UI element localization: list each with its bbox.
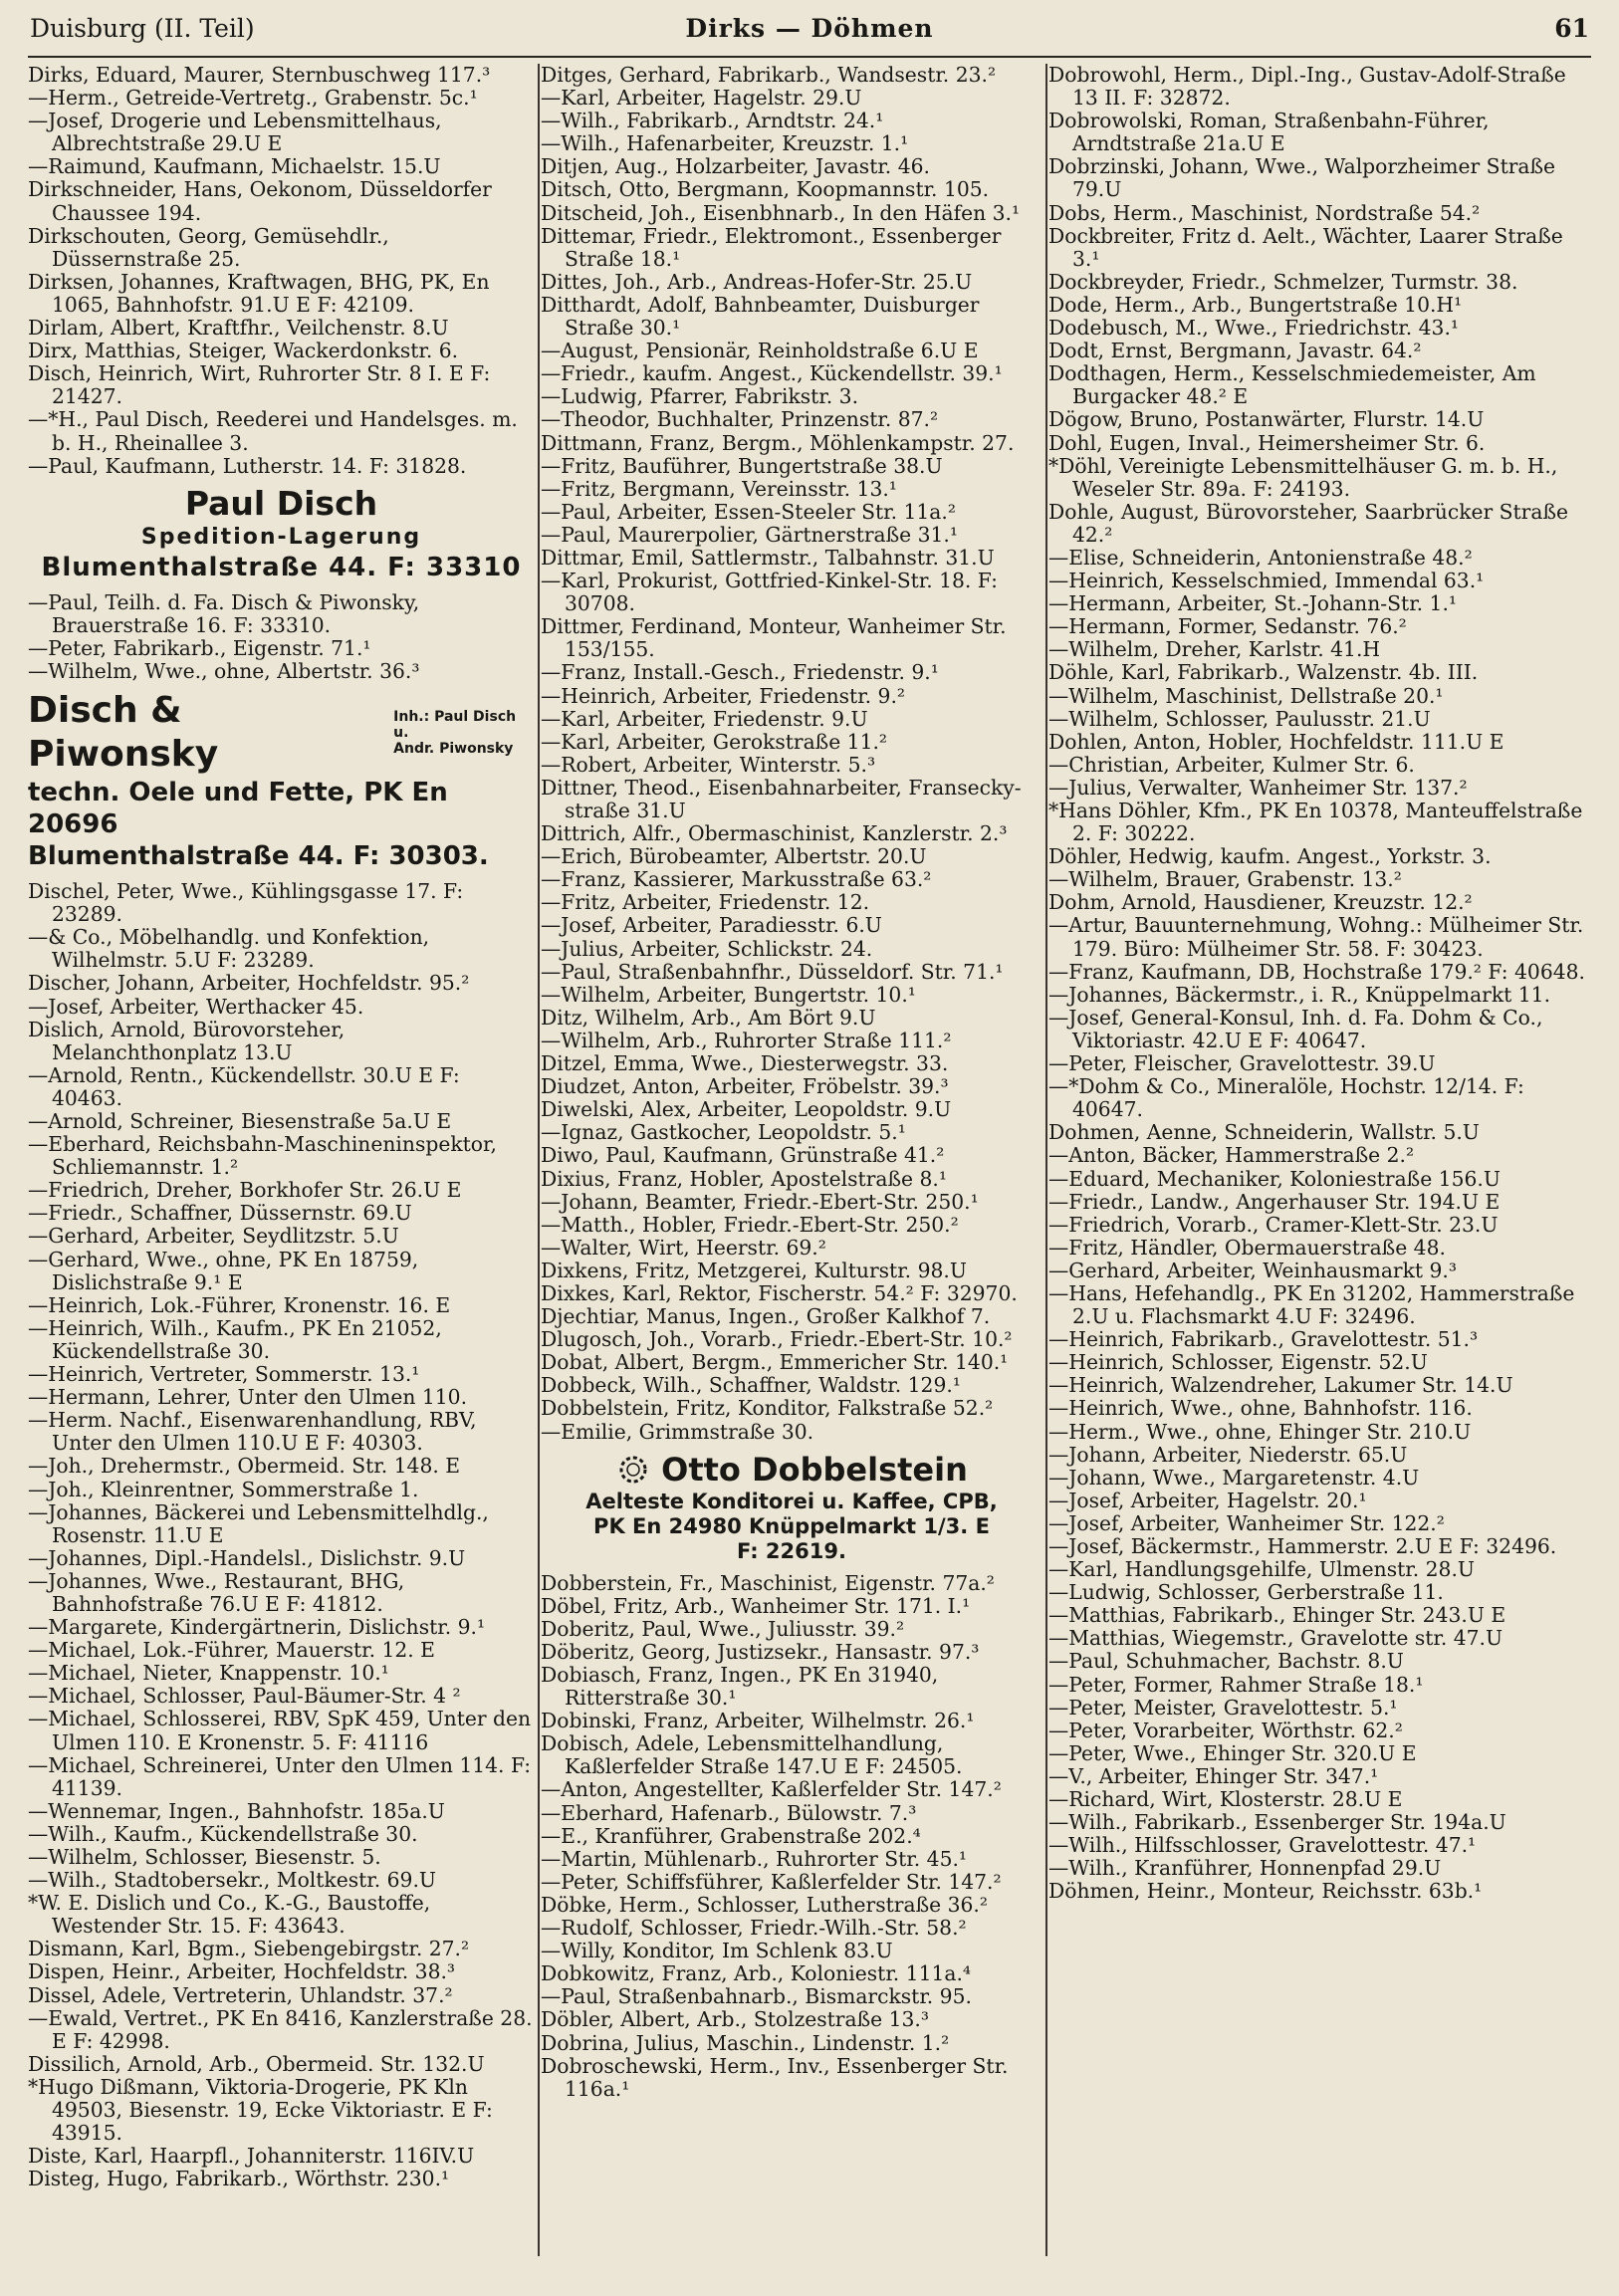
directory-entry: Dirkschneider, Hans, Oekonom, Düsseldorfer Chaussee 194. (28, 177, 492, 225)
directory-entry: Döhmen, Heinr., Monteur, Reichsstr. 63b.¹ (1048, 1879, 1483, 1904)
directory-entry: Dittmer, Ferdinand, Monteur, Wanheimer Str. 153/155. (541, 614, 1007, 662)
directory-entry: —Karl, Arbeiter, Gerokstraße 11.² (541, 729, 888, 754)
directory-entry: —Paul, Arbeiter, Essen-Steeler Str. 11a.² (541, 499, 956, 524)
directory-entry: —Wilhelm, Arb., Ruhrorter Straße 111.² (541, 1028, 952, 1052)
directory-entry: —Friedr., kaufm. Angest., Kückendellstr. 39.¹ (541, 361, 1003, 386)
directory-entry: Dobkowitz, Franz, Arb., Koloniestr. 111a.⁴ (541, 1961, 972, 1986)
ad-address: Blumenthalstraße 44. F: 33310 (41, 552, 522, 582)
directory-entry: —Wilhelm, Schlosser, Paulusstr. 21.U (1048, 706, 1431, 731)
directory-entry: Döbel, Fritz, Arb., Wanheimer Str. 171. I.¹ (541, 1593, 971, 1618)
directory-entry: —Hans, Hefehandlg., PK En 31202, Hammerstraße 2.U u. Flachsmarkt 4.U F: 32496. (1048, 1280, 1575, 1329)
directory-entry: —Elise, Schneiderin, Antonienstraße 48.² (1048, 545, 1473, 570)
directory-entry: —Christian, Arbeiter, Kulmer Str. 6. (1048, 752, 1415, 777)
directory-entry: Dittes, Joh., Arb., Andreas-Hofer-Str. 25.U (541, 269, 973, 294)
directory-entry: Dixius, Franz, Hobler, Apostelstraße 8.¹ (541, 1166, 947, 1191)
directory-entry: —Paul, Straßenbahnarb., Bismarckstr. 95. (541, 1984, 972, 2009)
directory-entry: —Artur, Bauunternehmung, Wohng.: Mülheimer Str. 179. Büro: Mülheimer Str. 58. F: 30423. (1048, 913, 1584, 961)
directory-entry: —Anton, Bäcker, Hammerstraße 2.² (1048, 1143, 1415, 1168)
directory-entry: —Fritz, Arbeiter, Friedenstr. 12. (541, 890, 870, 915)
directory-entry: —Karl, Arbeiter, Hagelstr. 29.U (541, 86, 862, 111)
directory-entry: —Paul, Straßenbahnfhr., Düsseldorf. Str. 71.¹ (541, 959, 1004, 984)
directory-entry: —Joh., Kleinrentner, Sommerstraße 1. (28, 1477, 419, 1501)
directory-entry: —Franz, Kaufmann, DB, Hochstraße 179.² F: 40648. (1048, 959, 1585, 984)
directory-entry: —Michael, Schreinerei, Unter den Ulmen 114. F: 41139. (28, 1752, 532, 1800)
directory-entry: —Heinrich, Wilh., Kaufm., PK En 21052, Kückendellstraße 30. (28, 1315, 442, 1363)
directory-entry: —Anton, Angestellter, Kaßlerfelder Str. 147.² (541, 1777, 1002, 1802)
directory-entry: —Johannes, Bäckermstr., i. R., Knüppelmarkt 11. (1048, 982, 1551, 1007)
directory-entry: —Johann, Arbeiter, Niederstr. 65.U (1048, 1442, 1408, 1467)
directory-entry: —Herm., Getreide-Vertretg., Grabenstr. 5c.¹ (28, 86, 478, 111)
directory-entry: Disteg, Hugo, Fabrikarb., Wörthstr. 230.¹ (28, 2167, 450, 2191)
directory-entry: —Johannes, Bäckerei und Lebensmittelhdlg., Rosenstr. 11.U E (28, 1499, 489, 1547)
directory-entry: —Heinrich, Lok.-Führer, Kronenstr. 16. E (28, 1292, 451, 1317)
directory-entry: Dodt, Ernst, Bergmann, Javastr. 64.² (1048, 339, 1422, 363)
directory-entry: —Hermann, Lehrer, Unter den Ulmen 110. (28, 1385, 468, 1410)
directory-entry: *Hans Döhler, Kfm., PK En 10378, Manteuffelstraße 2. F: 30222. (1048, 799, 1583, 846)
directory-entry: —Franz, Install.-Gesch., Friedenstr. 9.¹ (541, 660, 939, 685)
directory-entry: Dobbelstein, Fritz, Konditor, Falkstraße 52.² (541, 1396, 994, 1421)
ad-title: Otto Dobbelstein (661, 1450, 968, 1489)
directory-entry: —Willy, Konditor, Im Schlenk 83.U (541, 1939, 893, 1963)
ad-owner-line: Inh.: Paul Disch u. (393, 709, 517, 742)
directory-entry: —Friedrich, Vorarb., Cramer-Klett-Str. 23.U (1048, 1212, 1499, 1237)
directory-entry: Dirkschouten, Georg, Gemüsehdlr., Düssernstraße 25. (28, 223, 389, 271)
directory-entry: Dittmar, Emil, Sattlermstr., Talbahnstr. 31.U (541, 545, 995, 570)
directory-entry: Dischel, Peter, Wwe., Kühlingsgasse 17. F: 23289. (28, 879, 464, 927)
directory-entry: Dohm, Arnold, Hausdiener, Kreuzstr. 12.² (1048, 890, 1473, 915)
directory-entry: —Josef, Arbeiter, Wanheimer Str. 122.² (1048, 1510, 1445, 1535)
directory-entry: Ditz, Wilhelm, Arb., Am Bört 9.U (541, 1005, 876, 1030)
directory-entry: Dobiasch, Franz, Ingen., PK En 31940, Ritterstraße 30.¹ (541, 1663, 939, 1711)
ad-paul-disch (28, 484, 535, 583)
directory-entry: Dobrzinski, Johann, Wwe., Walporzheimer Straße 79.U (1048, 154, 1556, 202)
directory-entry: —Wilhelm, Maschinist, Dellstraße 20.¹ (1048, 683, 1444, 708)
ad-title: Disch & Piwonsky (28, 690, 219, 776)
directory-entry: —Matthias, Wiegemstr., Gravelotte str. 47.U (1048, 1626, 1503, 1651)
directory-entry: Dodthagen, Herm., Kesselschmiedemeister, Am Burgacker 48.² E (1048, 361, 1536, 409)
directory-entry: —Heinrich, Kesselschmied, Immendal 63.¹ (1048, 569, 1485, 593)
directory-entry: Ditscheid, Joh., Eisenbhnarb., In den Häfen 3.¹ (541, 200, 1021, 225)
directory-entry: —Paul, Teilh. d. Fa. Disch & Piwonsky, Brauerstraße 16. F: 33310. (28, 589, 420, 637)
directory-entry: Dirx, Matthias, Steiger, Wackerdonkstr. 6. (28, 339, 459, 363)
directory-entry: —Arnold, Schreiner, Biesenstraße 5a.U E (28, 1109, 452, 1133)
directory-entry: —Peter, Schiffsführer, Kaßlerfelder Str. 147.² (541, 1869, 1002, 1894)
directory-entry: —Wilhelm, Brauer, Grabenstr. 13.² (1048, 867, 1402, 892)
directory-entry: —Wilhelm, Arbeiter, Bungertstr. 10.¹ (541, 982, 916, 1007)
directory-entry: —Robert, Arbeiter, Winterstr. 5.³ (541, 752, 876, 777)
directory-entry: Ditthardt, Adolf, Bahnbeamter, Duisburger Straße 30.¹ (541, 292, 980, 341)
directory-entry: Dode, Herm., Arb., Bungertstraße 10.H¹ (1048, 292, 1463, 317)
directory-entry: —Karl, Handlungsgehilfe, Ulmenstr. 28.U (1048, 1557, 1475, 1582)
ad-line: PK En 24980 Knüppelmarkt 1/3. E (593, 1513, 990, 1538)
directory-entry: —Josef, Arbeiter, Paradiesstr. 6.U (541, 913, 882, 938)
directory-entry: Döhler, Hedwig, kaufm. Angest., Yorkstr. 3. (1048, 844, 1492, 869)
directory-entry: —Wilhelm, Schlosser, Biesenstr. 5. (28, 1845, 381, 1869)
directory-entry: Dobroschewski, Herm., Inv., Essenberger Str. 116a.¹ (541, 2053, 1009, 2101)
directory-entry: —Wilh., Hilfsschlosser, Gravelottestr. 47.¹ (1048, 1833, 1477, 1858)
directory-entry: —Wennemar, Ingen., Bahnhofstr. 185a.U (28, 1798, 445, 1823)
directory-entry: Dobinski, Franz, Arbeiter, Wilhelmstr. 26.¹ (541, 1709, 975, 1733)
directory-entry: Dohl, Eugen, Inval., Heimersheimer Str. 6. (1048, 430, 1486, 455)
column-divider (1045, 64, 1047, 2256)
ad-line: Aelteste Konditorei u. Kaffee, CPB, (585, 1489, 998, 1513)
directory-entry: *Hugo Dißmann, Viktoria-Drogerie, PK Kln 49503, Biesenstr. 19, Ecke Viktoriastr. E F: 43915. (28, 2074, 493, 2146)
directory-entry: —Matth., Hobler, Friedr.-Ebert-Str. 250.² (541, 1212, 959, 1237)
directory-entry: —Ignaz, Gastkocher, Leopoldstr. 5.¹ (541, 1120, 906, 1145)
directory-entry: Dohmen, Aenne, Schneiderin, Wallstr. 5.U (1048, 1120, 1480, 1145)
directory-entry: —Peter, Former, Rahmer Straße 18.¹ (1048, 1672, 1424, 1697)
directory-entry: Dobbeck, Wilh., Schaffner, Waldstr. 129.¹ (541, 1373, 961, 1398)
directory-entry: —Fritz, Bergmann, Vereinsstr. 13.¹ (541, 476, 897, 501)
directory-entry: —Emilie, Grimmstraße 30. (541, 1419, 814, 1444)
directory-entry: Döhle, Karl, Fabrikarb., Walzenstr. 4b. III. (1048, 660, 1479, 685)
directory-entry: —Josef, Arbeiter, Werthacker 45. (28, 994, 364, 1019)
directory-entry: —Eberhard, Hafenarb., Bülowstr. 7.³ (541, 1800, 917, 1825)
directory-entry: —Michael, Schlosserei, RBV, SpK 459, Unter den Ulmen 110. E Kronenstr. 5. F: 41116 (28, 1707, 532, 1754)
ad-line: Blumenthalstraße 44. F: 30303. (28, 841, 489, 872)
directory-entry: —Rudolf, Schlosser, Friedr.-Wilh.-Str. 58.² (541, 1916, 967, 1941)
directory-entry: Dohle, August, Bürovorsteher, Saarbrücker Straße 42.² (1048, 499, 1569, 547)
directory-entry: Dixkens, Fritz, Metzgerei, Kulturstr. 98.U (541, 1258, 967, 1282)
directory-entry: Discher, Johann, Arbeiter, Hochfeldstr. 95.² (28, 971, 470, 996)
directory-entry: Dittner, Theod., Eisenbahnarbeiter, Fransecky-straße 31.U (541, 775, 1022, 822)
directory-entry: Dislich, Arnold, Bürovorsteher, Melanchthonplatz 13.U (28, 1017, 346, 1064)
directory-entry: Dobs, Herm., Maschinist, Nordstraße 54.² (1048, 200, 1481, 225)
directory-entry: —Josef, General-Konsul, Inh. d. Fa. Dohm & Co., Viktoriastr. 42.U E F: 40647. (1048, 1005, 1543, 1052)
directory-entry: Dlugosch, Joh., Vorarb., Friedr.-Ebert-Str. 10.² (541, 1327, 1013, 1352)
directory-entry: —Margarete, Kindergärtnerin, Dislichstr. 9.¹ (28, 1615, 486, 1640)
directory-entry: Dobrina, Julius, Maschin., Lindenstr. 1.² (541, 2030, 950, 2055)
directory-entry: —Raimund, Kaufmann, Michaelstr. 15.U (28, 154, 441, 179)
directory-entry: —*H., Paul Disch, Reederei und Handelsges. m. b. H., Rheinallee 3. (28, 407, 518, 455)
directory-entry: Dirks, Eduard, Maurer, Sternbuschweg 117.³ (28, 64, 491, 87)
ad-title: Paul Disch (184, 483, 378, 523)
directory-entry: —Wilh., Hafenarbeiter, Kreuzstr. 1.¹ (541, 131, 909, 156)
header-range: Dirks — Döhmen (685, 14, 934, 43)
directory-entry: —Eberhard, Reichsbahn-Maschineninspektor, Schliemannstr. 1.² (28, 1132, 497, 1180)
directory-entry: Dohlen, Anton, Hobler, Hochfeldstr. 111.U E (1048, 729, 1504, 754)
directory-entry: —Wilh., Stadtobersekr., Moltkestr. 69.U (28, 1868, 436, 1893)
column-3 (1048, 64, 1591, 2256)
ad-owner-line: Andr. Piwonsky (393, 741, 514, 758)
directory-entry: —Paul, Schuhmacher, Bachstr. 8.U (1048, 1649, 1404, 1674)
directory-entry: Dirksen, Johannes, Kraftwagen, BHG, PK, En 1065, Bahnhofstr. 91.U E F: 42109. (28, 269, 490, 317)
directory-entry: —Michael, Lok.-Führer, Mauerstr. 12. E (28, 1638, 435, 1663)
directory-entry: —Ludwig, Schlosser, Gerberstraße 11. (1048, 1580, 1444, 1605)
directory-entry: Dirlam, Albert, Kraftfhr., Veilchenstr. 8.U (28, 316, 449, 341)
directory-entry: —Wilhelm, Wwe., ohne, Albertstr. 36.³ (28, 658, 420, 683)
directory-entry: —Heinrich, Wwe., ohne, Bahnhofstr. 116. (1048, 1396, 1473, 1421)
directory-entry: —Friedr., Schaffner, Düssernstr. 69.U (28, 1201, 412, 1226)
directory-entry: —Herm., Wwe., ohne, Ehinger Str. 210.U (1048, 1419, 1472, 1444)
directory-entry: —Paul, Kaufmann, Lutherstr. 14. F: 31828. (28, 453, 467, 478)
directory-entry: —*Dohm & Co., Mineralöle, Hochstr. 12/14. F: 40647. (1048, 1074, 1524, 1122)
ad-owner-note (393, 709, 535, 757)
directory-entry: —Ludwig, Pfarrer, Fabrikstr. 3. (541, 384, 859, 409)
directory-entry: Dismann, Karl, Bgm., Siebengebirgstr. 27.² (28, 1937, 470, 1961)
directory-entry: —Heinrich, Arbeiter, Friedenstr. 9.² (541, 683, 906, 708)
directory-entry: Döberitz, Georg, Justizsekr., Hansastr. 97.³ (541, 1639, 980, 1664)
directory-entry: —Richard, Wirt, Klosterstr. 28.U E (1048, 1787, 1403, 1812)
directory-entry: Döbler, Albert, Arb., Stolzestraße 13.³ (541, 2007, 929, 2032)
directory-entry: —Heinrich, Vertreter, Sommerstr. 13.¹ (28, 1362, 420, 1387)
column-2 (541, 64, 1042, 2256)
directory-entry: —Gerhard, Arbeiter, Seydlitzstr. 5.U (28, 1224, 399, 1249)
directory-entry: *W. E. Dislich und Co., K.-G., Baustoffe, Westender Str. 15. F: 43643. (28, 1891, 431, 1939)
directory-entry: —Friedr., Landw., Angerhauser Str. 194.U E (1048, 1189, 1501, 1214)
directory-entry: Dittemar, Friedr., Elektromont., Essenberger Straße 18.¹ (541, 223, 1002, 271)
directory-entry: —Paul, Maurerpolier, Gärtnerstraße 31.¹ (541, 522, 959, 547)
directory-entry: —Theodor, Buchhalter, Prinzenstr. 87.² (541, 407, 939, 432)
column-1 (28, 64, 535, 2256)
directory-entry: —Johann, Beamter, Friedr.-Ebert-Str. 250.¹ (541, 1189, 979, 1214)
directory-entry: Dobberstein, Fr., Maschinist, Eigenstr. 77a.² (541, 1570, 995, 1595)
directory-entry: —Friedrich, Dreher, Borkhofer Str. 26.U E (28, 1178, 462, 1203)
directory-entry: —Ewald, Vertret., PK En 8416, Kanzlerstraße 28. E F: 42998. (28, 2005, 533, 2053)
directory-entry: —Johannes, Dipl.-Handelsl., Dislichstr. 9.U (28, 1545, 466, 1570)
directory-entry: Diste, Karl, Haarpfl., Johanniterstr. 116IV.U (28, 2144, 475, 2169)
directory-entry: Dögow, Bruno, Postanwärter, Flurstr. 14.U (1048, 407, 1485, 432)
directory-entry: Dobisch, Adele, Lebensmittelhandlung, Kaßlerfelder Straße 147.U E F: 24505. (541, 1731, 963, 1779)
directory-entry: —Josef, Bäckermstr., Hammerstr. 2.U E F: 32496. (1048, 1534, 1557, 1558)
directory-entry: Disch, Heinrich, Wirt, Ruhrorter Str. 8 I. E F: 21427. (28, 361, 491, 409)
directory-entry: —Julius, Arbeiter, Schlickstr. 24. (541, 936, 873, 961)
directory-entry: —Martin, Mühlenarb., Ruhrorter Str. 45.¹ (541, 1846, 968, 1871)
directory-entry: —Fritz, Bauführer, Bungertstraße 38.U (541, 453, 943, 478)
directory-entry: —Karl, Prokurist, Gottfried-Kinkel-Str. 18. F: 30708. (541, 569, 998, 616)
directory-entry: —Gerhard, Arbeiter, Weinhausmarkt 9.³ (1048, 1258, 1457, 1282)
directory-entry: Dockbreyder, Friedr., Schmelzer, Turmstr. 38. (1048, 269, 1518, 294)
directory-entry: Dobrowolski, Roman, Straßenbahn-Führer, Arndtstraße 21a.U E (1048, 109, 1490, 156)
directory-entry: —Hermann, Arbeiter, St.-Johann-Str. 1.¹ (1048, 591, 1458, 616)
directory-entry: Diudzet, Anton, Arbeiter, Fröbelstr. 39.³ (541, 1074, 949, 1099)
ad-subtitle: Spedition-Lagerung (140, 524, 422, 550)
directory-entry: Dockbreiter, Fritz d. Aelt., Wächter, Laarer Straße 3.¹ (1048, 223, 1563, 271)
directory-entry: —Fritz, Händler, Obermauerstraße 48. (1048, 1235, 1446, 1260)
directory-entry: —Herm. Nachf., Eisenwarenhandlung, RBV, Unter den Ulmen 110.U E F: 40303. (28, 1408, 477, 1456)
directory-entry: Dodebusch, M., Wwe., Friedrichstr. 43.¹ (1048, 316, 1460, 341)
directory-entry: —Eduard, Mechaniker, Koloniestraße 156.U (1048, 1166, 1501, 1191)
directory-entry: —Michael, Schlosser, Paul-Bäumer-Str. 4 ² (28, 1684, 461, 1709)
directory-entry: *Döhl, Vereinigte Lebensmittelhäuser G. m. b. H., Weseler Str. 89a. F: 24193. (1048, 453, 1558, 501)
directory-entry: —Peter, Wwe., Ehinger Str. 320.U E (1048, 1740, 1417, 1765)
directory-entry: Dobrowohl, Herm., Dipl.-Ing., Gustav-Adolf-Straße 13 II. F: 32872. (1048, 64, 1566, 111)
directory-entry: Dispen, Heinr., Arbeiter, Hochfeldstr. 38.³ (28, 1959, 456, 1984)
directory-entry: —Wilhelm, Dreher, Karlstr. 41.H (1048, 637, 1381, 662)
directory-entry: —Heinrich, Schlosser, Eigenstr. 52.U (1048, 1350, 1428, 1375)
directory-entry: —Gerhard, Wwe., ohne, PK En 18759, Dislichstraße 9.¹ E (28, 1247, 419, 1294)
directory-entry: —V., Arbeiter, Ehinger Str. 347.¹ (1048, 1763, 1379, 1788)
directory-entry: —Heinrich, Fabrikarb., Gravelottestr. 51.³ (1048, 1327, 1479, 1352)
directory-entry: —Joh., Drehermstr., Obermeid. Str. 148. E (28, 1454, 461, 1479)
directory-entry: Dissel, Adele, Vertreterin, Uhlandstr. 37.² (28, 1982, 453, 2007)
directory-entry: Ditges, Gerhard, Fabrikarb., Wandsestr. 23.² (541, 64, 997, 87)
directory-entry: —Walter, Wirt, Heerstr. 69.² (541, 1235, 826, 1260)
page-number: 61 (1554, 14, 1589, 43)
directory-entry: —Michael, Nieter, Knappenstr. 10.¹ (28, 1661, 389, 1686)
directory-entry: —Hermann, Former, Sedanstr. 76.² (1048, 614, 1407, 639)
directory-entry: Ditsch, Otto, Bergmann, Koopmannstr. 105. (541, 177, 990, 202)
directory-entry: —Peter, Fleischer, Gravelottestr. 39.U (1048, 1051, 1436, 1076)
directory-entry: Ditjen, Aug., Holzarbeiter, Javastr. 46. (541, 154, 930, 179)
directory-entry: Doberitz, Paul, Wwe., Juliusstr. 39.² (541, 1616, 905, 1641)
directory-entry: Djechtiar, Manus, Ingen., Großer Kalkhof 7. (541, 1304, 991, 1329)
directory-entry: —Arnold, Rentn., Kückendellstr. 30.U E F: 40463. (28, 1062, 460, 1110)
directory-entry: Dobat, Albert, Bergm., Emmericher Str. 140.¹ (541, 1350, 1009, 1375)
ad-line: F: 22619. (737, 1538, 846, 1563)
directory-entry: —Matthias, Fabrikarb., Ehinger Str. 243.U E (1048, 1603, 1506, 1628)
directory-entry: —Peter, Meister, Gravelottestr. 5.¹ (1048, 1695, 1398, 1720)
directory-entry: Diwelski, Alex, Arbeiter, Leopoldstr. 9.U (541, 1097, 952, 1122)
directory-entry: —Julius, Verwalter, Wanheimer Str. 137.² (1048, 775, 1468, 800)
directory-entry: —Wilh., Kaufm., Kückendellstraße 30. (28, 1821, 418, 1846)
directory-entry: Dissilich, Arnold, Arb., Obermeid. Str. 132.U (28, 2051, 485, 2076)
directory-entry: —Wilh., Kranführer, Honnenpfad 29.U (1048, 1856, 1442, 1881)
directory-entry: —& Co., Möbelhandlg. und Konfektion, Wilhelmstr. 5.U F: 23289. (28, 925, 430, 973)
directory-entry: —Josef, Drogerie und Lebensmittelhaus, Albrechtstraße 29.U E (28, 109, 442, 156)
directory-entry: —Josef, Arbeiter, Hagelstr. 20.¹ (1048, 1488, 1367, 1512)
directory-entry: —Franz, Kassierer, Markusstraße 63.² (541, 867, 932, 892)
directory-entry: —E., Kranführer, Grabenstraße 202.⁴ (541, 1823, 921, 1848)
directory-entry: —Wilh., Fabrikarb., Essenberger Str. 194a.U (1048, 1810, 1506, 1835)
directory-entry: —Heinrich, Walzendreher, Lakumer Str. 14.U (1048, 1373, 1513, 1398)
directory-entry: —Johannes, Wwe., Restaurant, BHG, Bahnhofstraße 76.U E F: 41812. (28, 1568, 405, 1616)
ad-line: techn. Oele und Fette, PK En 20696 (28, 778, 448, 840)
directory-entry: —Wilh., Fabrikarb., Arndtstr. 24.¹ (541, 109, 884, 133)
directory-entry: Dittrich, Alfr., Obermaschinist, Kanzlerstr. 2.³ (541, 821, 1008, 846)
page-header (28, 8, 1591, 58)
directory-entry: —Peter, Fabrikarb., Eigenstr. 71.¹ (28, 635, 371, 660)
directory-entry: Dixkes, Karl, Rektor, Fischerstr. 54.² F: 32970. (541, 1280, 1018, 1305)
directory-entry: Diwo, Paul, Kaufmann, Grünstraße 41.² (541, 1143, 945, 1168)
column-divider (538, 64, 540, 2256)
directory-entry: —Erich, Bürobeamter, Albertstr. 20.U (541, 844, 927, 869)
directory-entry: —Karl, Arbeiter, Friedenstr. 9.U (541, 706, 868, 731)
header-city: Duisburg (II. Teil) (30, 14, 255, 43)
ad-otto-dobbelstein (541, 1450, 1042, 1564)
directory-entry: Döbke, Herm., Schlosser, Lutherstraße 36.² (541, 1892, 988, 1917)
directory-entry: —Johann, Wwe., Margaretenstr. 4.U (1048, 1465, 1420, 1490)
ad-disch-piwonsky (28, 689, 535, 872)
directory-entry: Dittmann, Franz, Bergm., Möhlenkampstr. 27. (541, 430, 1015, 455)
directory-entry: Ditzel, Emma, Wwe., Diesterwegstr. 33. (541, 1051, 949, 1076)
wreath-icon (615, 1452, 651, 1488)
directory-entry: —Peter, Vorarbeiter, Wörthstr. 62.² (1048, 1718, 1403, 1742)
directory-entry: —August, Pensionär, Reinholdstraße 6.U E (541, 339, 979, 363)
